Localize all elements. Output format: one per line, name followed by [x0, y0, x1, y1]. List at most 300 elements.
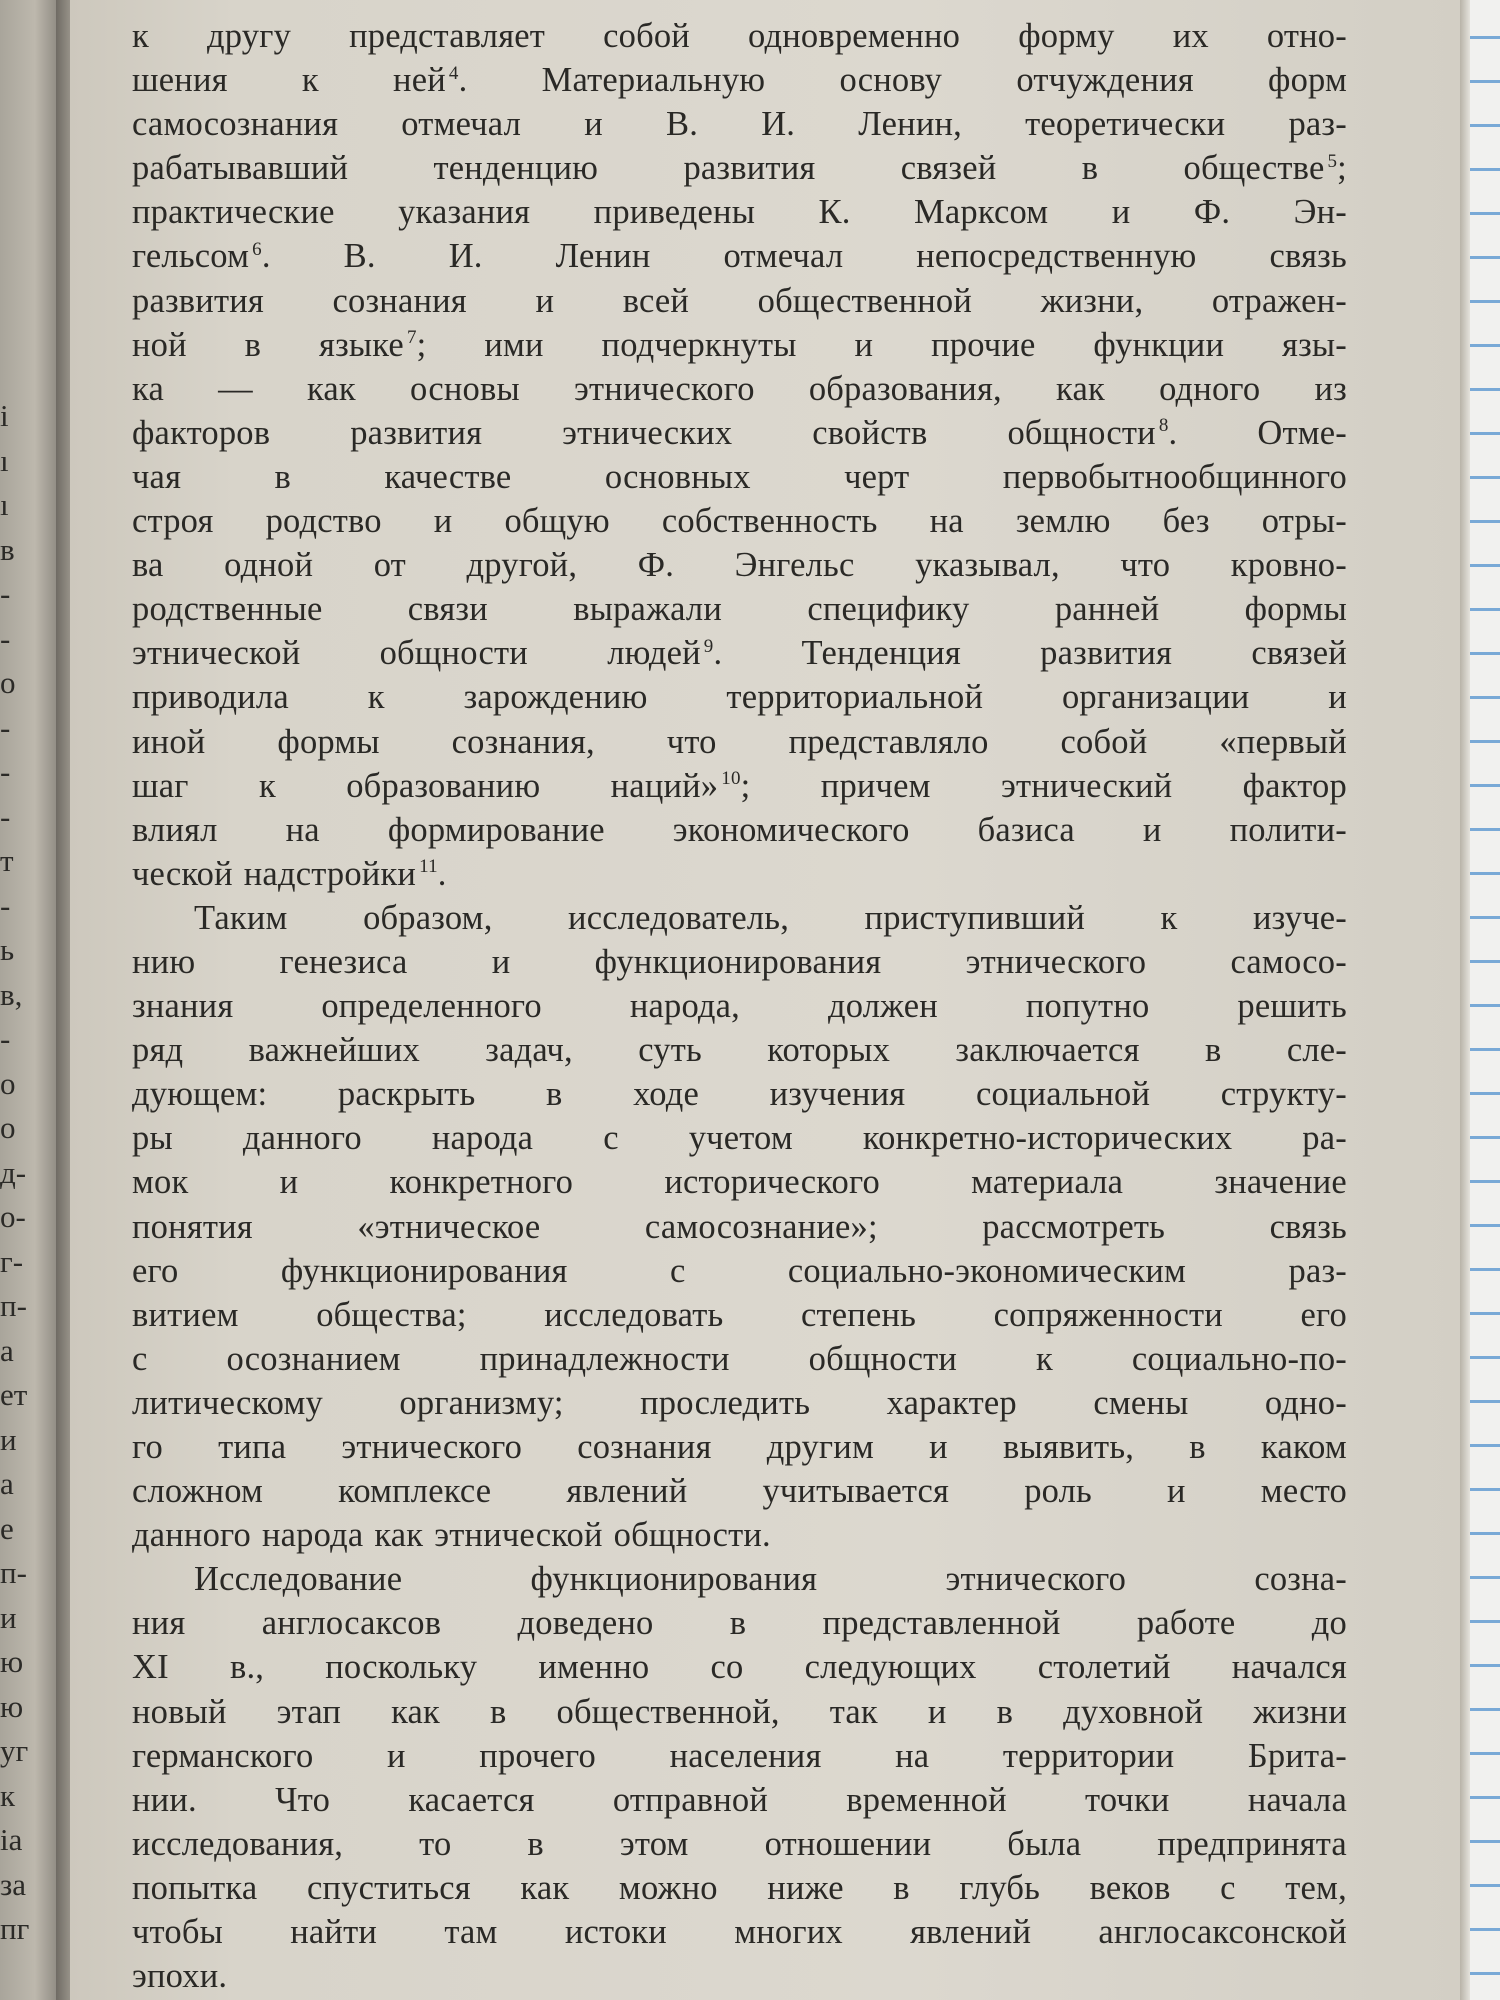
word: образования, — [808, 369, 1002, 408]
text-line — [132, 587, 1347, 631]
word: конкретного — [389, 1163, 574, 1202]
footnote-marker: 5 — [1327, 150, 1338, 172]
word: и — [1142, 810, 1162, 849]
word: первобытнообщинного — [1002, 457, 1347, 496]
word: в — [1205, 1031, 1222, 1070]
word: исследования, — [132, 1824, 344, 1863]
left-page-fragment: о — [0, 1110, 16, 1145]
word: общую — [504, 502, 610, 541]
word: мок — [132, 1163, 189, 1202]
word: функционирования — [594, 942, 882, 981]
word: «этническое — [357, 1207, 541, 1246]
footnote-marker: 9 — [703, 635, 714, 657]
word: функции — [1093, 325, 1225, 364]
word: исследовать — [544, 1295, 724, 1334]
word: чтобы — [132, 1913, 223, 1952]
left-page-fragment: и — [0, 1421, 17, 1457]
word: самосознание»; — [644, 1207, 878, 1246]
word: нии. — [132, 1780, 197, 1819]
word: этнических — [562, 413, 733, 452]
word: раскрыть — [337, 1075, 476, 1114]
word: к — [301, 61, 319, 100]
word: поскольку — [325, 1648, 478, 1687]
word: доведено — [517, 1604, 654, 1643]
word: причем — [820, 766, 931, 805]
word: спуститься — [306, 1868, 471, 1907]
word: касается — [408, 1780, 535, 1819]
word: принадлежности — [479, 1339, 730, 1378]
word: ряд — [132, 1031, 184, 1070]
word: зарождению — [463, 678, 648, 717]
word: фактор — [1242, 766, 1347, 805]
left-page-fragment: - — [0, 798, 11, 834]
word: в — [527, 1824, 544, 1863]
text-line — [132, 1822, 1347, 1866]
word: организации — [1061, 678, 1250, 717]
word: связь — [1269, 1207, 1347, 1246]
left-page-fragment: а — [0, 1332, 14, 1368]
word: ния — [132, 1604, 186, 1643]
text-line — [132, 1469, 1347, 1513]
word: от — [373, 546, 406, 585]
word: отношении — [764, 1824, 932, 1863]
word: К. — [818, 193, 851, 232]
word: ка — [132, 369, 164, 408]
word: кровно- — [1230, 546, 1347, 585]
left-page-fragment: за — [0, 1866, 27, 1902]
word: другой, — [466, 546, 578, 585]
word: раз- — [1288, 105, 1347, 144]
text-line — [132, 1645, 1347, 1689]
word: значение — [1214, 1163, 1347, 1202]
word: попутно — [1025, 987, 1150, 1026]
word: новый — [132, 1692, 227, 1731]
word: веков — [1089, 1868, 1171, 1907]
word: следующих — [804, 1648, 977, 1687]
word: непосредственную — [916, 237, 1197, 276]
word: тем, — [1285, 1868, 1347, 1907]
text-line — [132, 367, 1347, 411]
word: в — [1081, 149, 1099, 188]
word: базиса — [977, 810, 1075, 849]
text-line — [132, 1778, 1347, 1822]
left-page-fragment: пг — [0, 1911, 30, 1946]
word: данного — [242, 1119, 362, 1158]
word: англосаксонской — [1098, 1913, 1347, 1952]
word: начала — [1247, 1780, 1347, 1819]
word: с — [132, 1339, 148, 1378]
word: этап — [276, 1692, 342, 1731]
word: Ф. — [637, 546, 675, 585]
word: можно — [618, 1868, 718, 1907]
word: на — [285, 810, 320, 849]
left-page-fragment: п- — [0, 1288, 27, 1323]
word: самосо- — [1230, 942, 1347, 981]
footnote-marker: 7 — [406, 327, 417, 349]
word: формирование — [387, 810, 605, 849]
word: что — [666, 722, 717, 761]
word: приводила — [132, 678, 289, 717]
word: определенного — [321, 987, 542, 1026]
word: отры- — [1261, 502, 1347, 541]
word: социально-экономическим — [787, 1251, 1187, 1290]
text-line — [132, 279, 1347, 323]
word: как — [1056, 369, 1105, 408]
text-line — [132, 1910, 1347, 1954]
left-page-fragment: к — [0, 1777, 16, 1813]
word: этнического — [574, 369, 755, 408]
word: прочие — [931, 325, 1036, 364]
word: качестве — [384, 457, 512, 496]
word: как — [391, 1692, 441, 1731]
word: ческой — [132, 854, 233, 893]
word: связей — [900, 149, 997, 188]
text-line — [132, 852, 1347, 896]
word: так — [829, 1692, 878, 1731]
text-line — [132, 764, 1347, 808]
page-text — [132, 14, 1347, 1998]
word: материала — [971, 1163, 1124, 1202]
word: Исследование — [194, 1560, 403, 1599]
text-line — [132, 1293, 1347, 1337]
word: развития — [683, 149, 816, 188]
word: жизни, — [1040, 281, 1144, 320]
word: связей — [1251, 634, 1347, 673]
word: данного — [132, 1516, 251, 1555]
text-line — [132, 323, 1347, 367]
word: развития — [132, 281, 264, 320]
word: и — [279, 1163, 299, 1202]
word: сознания — [577, 1428, 712, 1466]
word: рабатывавший — [132, 149, 349, 188]
left-page-fragment: і — [0, 398, 9, 433]
word: к — [1036, 1339, 1053, 1378]
word: и — [1167, 1472, 1186, 1511]
text-line — [132, 1954, 1347, 1998]
left-page-fragment: - — [0, 754, 11, 789]
word: Энгельс — [734, 546, 855, 585]
word: литическому — [132, 1383, 323, 1422]
word: к — [367, 678, 385, 717]
word: как — [520, 1868, 570, 1907]
word: в., — [229, 1648, 265, 1687]
text-line — [132, 1249, 1347, 1293]
word: изучения — [769, 1075, 906, 1114]
word: эпохи. — [132, 1957, 228, 1996]
word: то — [419, 1824, 452, 1863]
left-page-fragment: в, — [0, 976, 23, 1012]
word: «первый — [1219, 722, 1347, 761]
word: всей — [622, 281, 690, 320]
lined-notebook-edge — [1470, 0, 1500, 2000]
word: германского — [132, 1736, 314, 1775]
word: комплексе — [338, 1472, 492, 1511]
word: с — [670, 1251, 686, 1290]
word: форму — [1018, 17, 1115, 55]
word: была — [1007, 1824, 1082, 1863]
text-line — [132, 455, 1347, 499]
word: отчуждения — [1016, 61, 1194, 100]
text-line — [132, 1866, 1347, 1910]
text-line — [132, 984, 1347, 1028]
word: формы — [1244, 590, 1347, 629]
text-line — [132, 102, 1347, 146]
word: отно- — [1266, 17, 1347, 55]
left-page-fragment: д- — [0, 1154, 27, 1190]
word: Ленин — [555, 237, 651, 276]
text-line — [132, 190, 1347, 234]
word: этнического — [965, 942, 1147, 981]
word: строя — [132, 502, 214, 541]
word: одной — [224, 546, 314, 585]
word: сопряженности — [993, 1295, 1223, 1334]
word: ней $^4$. — [393, 61, 468, 100]
word: предпринята — [1157, 1824, 1347, 1863]
word: отправной — [612, 1780, 768, 1819]
word: генезиса — [279, 942, 408, 981]
word: Тенденция — [801, 634, 961, 673]
word: Материальную — [541, 61, 766, 100]
word: людей $^9$. — [607, 634, 723, 673]
word: многих — [734, 1913, 843, 1952]
word: практические — [132, 193, 335, 232]
text-line — [132, 234, 1347, 278]
word: социально-по- — [1131, 1339, 1347, 1378]
text-line — [132, 1425, 1347, 1469]
word: выявить, — [1002, 1428, 1135, 1466]
text-line — [132, 631, 1347, 675]
word: указания — [398, 193, 531, 232]
word: их — [1172, 17, 1209, 55]
word: одно- — [1264, 1383, 1347, 1422]
word: место — [1260, 1472, 1347, 1511]
word: суть — [638, 1031, 702, 1070]
left-page-fragment: е — [0, 1510, 14, 1546]
word: ра- — [1302, 1119, 1347, 1158]
word: конкретно-исторических — [862, 1119, 1233, 1158]
word: которых — [767, 1031, 891, 1070]
left-page-fragment: в — [0, 531, 15, 567]
word: формы — [277, 722, 380, 761]
word: этнической — [132, 634, 301, 673]
word: именно — [538, 1648, 650, 1687]
word: собой — [603, 17, 690, 55]
word: народа — [431, 1119, 534, 1158]
word: представленной — [822, 1604, 1061, 1643]
left-page-fragment: о- — [0, 1199, 26, 1234]
word: специфику — [807, 590, 970, 629]
word: собой — [1060, 722, 1148, 761]
word: форм — [1268, 61, 1347, 100]
word: витием — [132, 1295, 239, 1334]
word: функционирования — [280, 1251, 568, 1290]
word: в — [244, 325, 262, 364]
word: основы — [410, 369, 520, 408]
word: Таким — [194, 898, 288, 937]
left-page-fragment: - — [0, 709, 11, 745]
word: ранней — [1054, 590, 1160, 629]
text-line — [132, 411, 1347, 455]
word: к — [132, 17, 149, 55]
word: и — [535, 281, 555, 320]
word: заключается — [955, 1031, 1140, 1070]
left-page-fragment: - — [0, 1021, 11, 1056]
word: Марксом — [914, 193, 1049, 232]
word: выражали — [573, 590, 722, 629]
word: духовной — [1063, 1692, 1204, 1731]
word: из — [1314, 369, 1347, 408]
word: этнического — [945, 1560, 1127, 1599]
word: и — [1111, 193, 1131, 232]
word: попытка — [132, 1868, 258, 1907]
word: приведены — [593, 193, 756, 232]
text-line — [132, 1557, 1347, 1601]
word: явлений — [910, 1913, 1032, 1952]
word: что — [1120, 546, 1171, 585]
word: представляло — [788, 722, 989, 761]
word: влиял — [132, 810, 218, 849]
word: и — [854, 325, 874, 364]
word: с — [1220, 1868, 1236, 1907]
word: социальной — [975, 1075, 1151, 1114]
word: образом, — [363, 898, 493, 937]
text-line — [132, 146, 1347, 190]
word: черт — [844, 457, 910, 496]
word: и — [584, 105, 603, 144]
word: явлений — [566, 1472, 688, 1511]
word: созна- — [1254, 1560, 1347, 1599]
word: этнического — [341, 1428, 523, 1466]
word: Ф. — [1193, 193, 1231, 232]
word: жизни — [1253, 1692, 1347, 1731]
text-line — [132, 1601, 1347, 1645]
word: И. — [761, 105, 796, 144]
text-line — [132, 1205, 1347, 1249]
word: связи — [407, 590, 488, 629]
book-page — [70, 0, 1460, 2000]
word: го — [132, 1428, 163, 1466]
left-page-fragment: ı — [0, 487, 9, 522]
word: осознанием — [226, 1339, 401, 1378]
word: ими — [484, 325, 544, 364]
word: в — [1189, 1428, 1206, 1466]
word: точки — [1085, 1780, 1170, 1819]
text-line — [132, 1072, 1347, 1116]
word: обществе $^5$; — [1183, 149, 1347, 188]
word: на — [929, 502, 964, 541]
word: Отме- — [1257, 413, 1347, 452]
word: временной — [846, 1780, 1007, 1819]
word: исторического — [664, 1163, 880, 1202]
word: ной — [132, 325, 187, 364]
word: смены — [1093, 1383, 1189, 1422]
text-line — [132, 808, 1347, 852]
word: отмечал — [723, 237, 844, 276]
word: ниже — [767, 1868, 844, 1907]
word: самосознания — [132, 105, 339, 144]
text-line — [132, 1337, 1347, 1381]
text-line — [132, 720, 1347, 764]
word: глубь — [959, 1868, 1041, 1907]
word: приступивший — [864, 898, 1086, 937]
word: землю — [1015, 502, 1111, 541]
word: Что — [275, 1780, 331, 1819]
left-page-fragment: т — [0, 843, 14, 878]
word: ва — [132, 546, 164, 585]
word: и — [927, 1692, 947, 1731]
word: сложном — [132, 1472, 264, 1511]
word: сле- — [1286, 1031, 1347, 1070]
footnote-marker: 6 — [252, 238, 262, 260]
word: англосаксов — [261, 1604, 442, 1643]
word: экономического — [672, 810, 910, 849]
word: каком — [1260, 1428, 1347, 1466]
word: истоки — [564, 1913, 667, 1952]
word: проследить — [640, 1383, 811, 1422]
word: знания — [132, 987, 234, 1026]
word: факторов — [132, 413, 271, 452]
word: задач, — [485, 1031, 573, 1070]
word: И. — [448, 237, 483, 276]
word: В. — [666, 105, 699, 144]
text-line — [132, 499, 1347, 543]
word: в — [893, 1868, 910, 1907]
text-line — [132, 14, 1347, 58]
word: и — [491, 942, 511, 981]
word: чая — [132, 457, 182, 496]
word: теоретически — [1025, 105, 1226, 144]
word: развития — [1040, 634, 1173, 673]
word: язы- — [1282, 325, 1347, 364]
word: характер — [886, 1383, 1017, 1422]
word: общности — [808, 1339, 958, 1378]
word: должен — [827, 987, 938, 1026]
word: общественной, — [556, 1692, 780, 1731]
text-line — [132, 1116, 1347, 1160]
word: основных — [604, 457, 751, 496]
word: учитывается — [762, 1472, 950, 1511]
word: указывал, — [915, 546, 1060, 585]
word: представляет — [349, 17, 546, 55]
word: прочего — [479, 1736, 596, 1775]
word: к — [1160, 898, 1178, 937]
word: изуче- — [1252, 898, 1347, 937]
left-page-fragment: о — [0, 665, 16, 700]
word: роль — [1024, 1472, 1092, 1511]
word: начался — [1231, 1648, 1347, 1687]
left-page-fragment: ет — [0, 1377, 28, 1412]
word: Эн- — [1293, 193, 1347, 232]
text-line — [132, 940, 1347, 984]
word: степень — [800, 1295, 917, 1334]
word: этнической — [434, 1516, 603, 1555]
left-page-fragment: - — [0, 887, 11, 923]
word: сознания, — [451, 722, 595, 761]
word: работе — [1136, 1604, 1236, 1643]
word: родство — [265, 502, 382, 541]
footnote-marker: 10 — [721, 768, 741, 790]
left-page-edge — [0, 0, 58, 2000]
word: до — [1311, 1604, 1347, 1643]
text-line — [132, 1690, 1347, 1734]
word: понятия — [132, 1207, 253, 1246]
word: в — [546, 1075, 563, 1114]
word: языке $^7$; — [319, 325, 427, 364]
left-page-fragment: а — [0, 1466, 14, 1501]
word: XI — [132, 1648, 169, 1687]
word: рассмотреть — [982, 1207, 1166, 1246]
word: населения — [669, 1736, 822, 1775]
